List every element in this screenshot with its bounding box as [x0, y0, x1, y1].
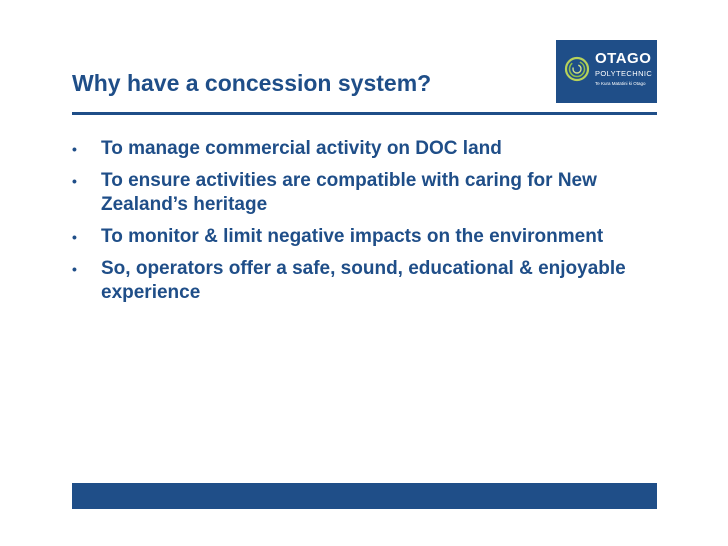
bullet-item [72, 257, 652, 305]
logo-subname: POLYTECHNIC [595, 69, 653, 78]
bullet-text: To manage commercial activity on DOC land [101, 138, 502, 159]
bullet-dot-icon: • [72, 173, 77, 189]
bullet-dot-icon: • [72, 229, 77, 245]
footer-bar [72, 483, 657, 509]
bullet-dot-icon: • [72, 141, 77, 157]
bullet-item [72, 169, 652, 217]
logo-tagline: Te Kura Matatini ki Otago [595, 81, 646, 86]
otago-polytechnic-logo [556, 40, 657, 103]
bullet-item [72, 225, 652, 249]
bullet-text: To monitor & limit negative impacts on the environment [101, 226, 604, 247]
otago-swirl-icon [564, 54, 590, 84]
slide-title: Why have a concession system? [72, 70, 432, 96]
title-divider [72, 112, 657, 115]
bullet-list [72, 137, 652, 313]
bullet-item [72, 137, 652, 161]
bullet-text: To ensure activities are compatible with caring for New Zealand’s heritage [101, 170, 597, 215]
bullet-text: So, operators offer a safe, sound, educational & enjoyable experience [101, 258, 626, 303]
bullet-dot-icon: • [72, 261, 77, 277]
logo-name: OTAGO [595, 50, 652, 67]
